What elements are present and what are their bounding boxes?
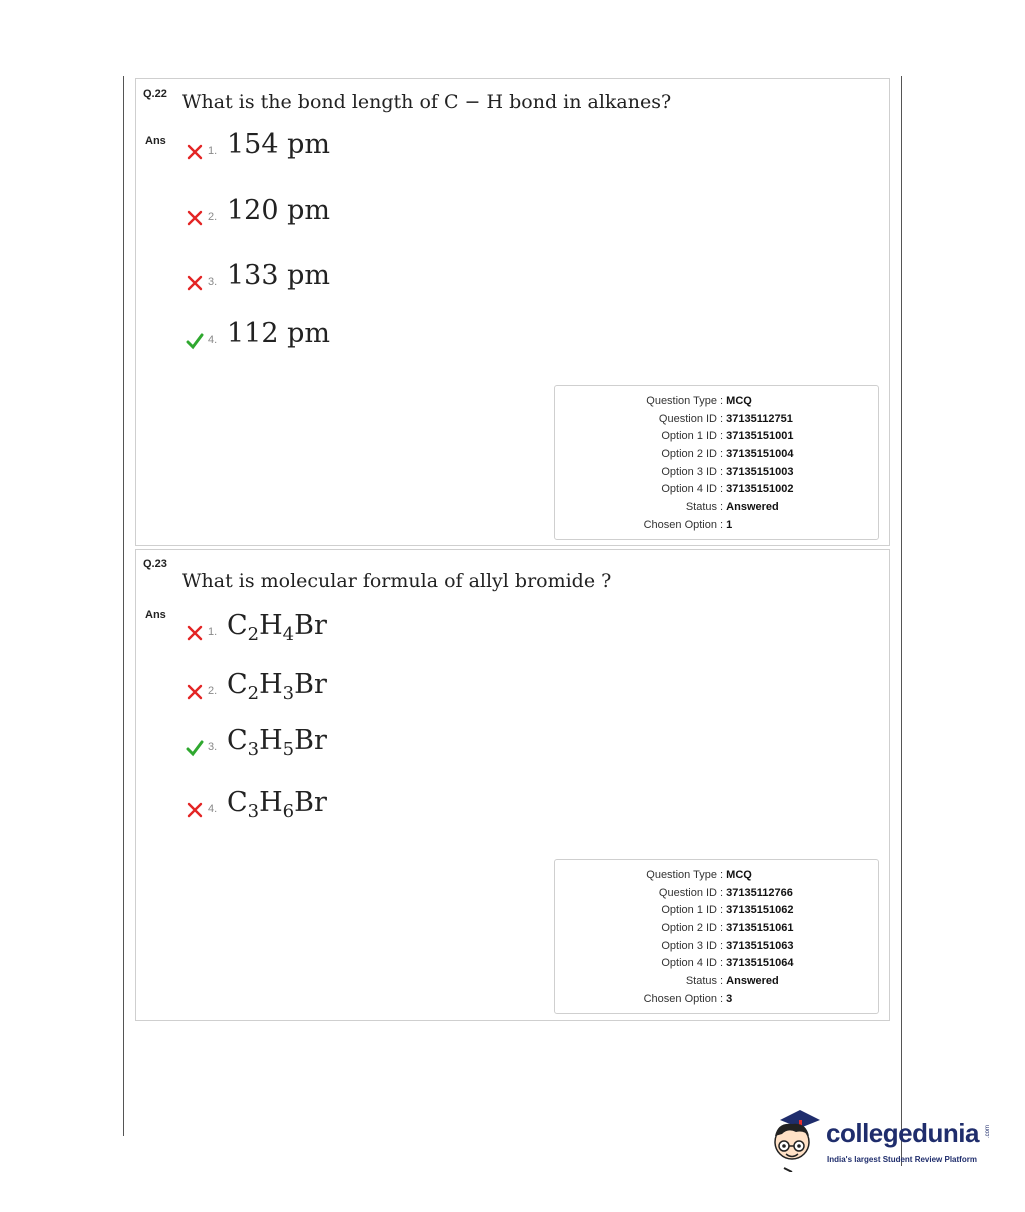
option-number: 2. xyxy=(208,685,218,697)
option-number: 4. xyxy=(208,334,218,346)
formula-subscript: 2 xyxy=(247,683,260,704)
info-value: Answered xyxy=(726,501,779,514)
formula-subscript: 6 xyxy=(282,801,295,822)
formula-subscript: 5 xyxy=(282,739,295,760)
info-row: Option 2 ID : 37135151061 xyxy=(555,920,878,938)
info-row: Option 4 ID : 37135151064 xyxy=(555,955,878,973)
info-row: Status : Answered xyxy=(555,499,878,517)
answer-label: Ans xyxy=(145,609,166,621)
info-value: MCQ xyxy=(726,869,752,881)
info-row: Question ID : 37135112766 xyxy=(555,885,878,903)
info-key: Chosen Option xyxy=(643,518,717,531)
info-key: Option 4 ID xyxy=(661,957,717,970)
cross-icon xyxy=(186,209,204,227)
info-key: Question Type xyxy=(646,869,717,881)
option-text xyxy=(227,669,327,704)
info-value: 37135151061 xyxy=(726,922,794,935)
info-row: Question Type : MCQ xyxy=(555,867,878,885)
formula-element: C xyxy=(227,610,248,641)
check-icon xyxy=(186,332,204,350)
info-value: 1 xyxy=(726,518,733,531)
question-text: What is molecular formula of allyl bromide ? xyxy=(182,570,612,592)
option-text xyxy=(227,787,327,822)
cross-icon xyxy=(186,624,204,642)
formula-element: H xyxy=(259,725,283,756)
brand-name: collegedunia xyxy=(826,1118,979,1148)
brand-tagline: India's largest Student Review Platform xyxy=(827,1155,977,1164)
info-value: 37135151001 xyxy=(726,430,794,443)
info-key: Option 1 ID xyxy=(661,430,717,443)
question-text: What is the bond length of C − H bond in alkanes? xyxy=(182,91,672,113)
info-value: 37135112766 xyxy=(726,886,793,899)
collegedunia-logo xyxy=(766,1106,996,1176)
info-value: 37135151064 xyxy=(726,957,794,970)
formula-element: Br xyxy=(294,669,327,700)
check-icon xyxy=(186,739,204,757)
left-border-line xyxy=(123,76,124,1136)
info-value: 37135151002 xyxy=(726,483,794,496)
option-number: 1. xyxy=(208,626,218,638)
info-row: Option 1 ID : 37135151001 xyxy=(555,428,878,446)
info-value: 37135151062 xyxy=(726,904,794,917)
info-row: Option 3 ID : 37135151063 xyxy=(555,938,878,956)
option-number: 3. xyxy=(208,276,218,288)
info-row: Question ID : 37135112751 xyxy=(555,411,878,429)
formula-element: H xyxy=(259,787,283,818)
question-panel xyxy=(135,78,890,546)
info-value: 37135151003 xyxy=(726,465,794,478)
right-border-line xyxy=(901,76,902,1166)
info-row: Chosen Option : 1 xyxy=(555,517,878,535)
question-info-box xyxy=(554,385,879,540)
formula-element: H xyxy=(259,669,283,700)
option-text xyxy=(227,725,327,760)
info-key: Option 4 ID xyxy=(661,483,717,496)
info-value: Answered xyxy=(726,975,779,988)
answer-label: Ans xyxy=(145,135,166,147)
question-info-box xyxy=(554,859,879,1014)
info-key: Question Type xyxy=(646,395,717,407)
formula-element: Br xyxy=(294,787,327,818)
brand-suffix: .com xyxy=(985,1125,991,1139)
info-row: Option 2 ID : 37135151004 xyxy=(555,446,878,464)
cross-icon xyxy=(186,274,204,292)
info-key: Question ID xyxy=(658,886,717,899)
formula-element: C xyxy=(227,669,248,700)
question-number: Q.23 xyxy=(143,558,167,570)
cross-icon xyxy=(186,683,204,701)
info-value: 37135151063 xyxy=(726,939,794,952)
formula-subscript: 2 xyxy=(247,624,260,645)
info-key: Status xyxy=(685,501,717,514)
formula-subscript: 4 xyxy=(282,624,295,645)
formula-element: C xyxy=(227,787,248,818)
option-text: 133 pm xyxy=(227,260,331,291)
option-text: 154 pm xyxy=(227,129,331,160)
cross-icon xyxy=(186,801,204,819)
info-key: Option 3 ID xyxy=(661,939,717,952)
info-key: Option 1 ID xyxy=(661,904,717,917)
info-key: Option 3 ID xyxy=(661,465,717,478)
info-key: Option 2 ID xyxy=(661,448,717,461)
info-row: Question Type : MCQ xyxy=(555,393,878,411)
option-text: 112 pm xyxy=(227,318,331,349)
formula-element: H xyxy=(259,610,283,641)
formula-subscript: 3 xyxy=(247,801,260,822)
formula-element: Br xyxy=(294,610,327,641)
option-number: 2. xyxy=(208,211,218,223)
option-number: 1. xyxy=(208,145,218,157)
formula-subscript: 3 xyxy=(247,739,260,760)
question-panel xyxy=(135,549,890,1021)
info-value: 37135151004 xyxy=(726,448,794,461)
mascot-icon xyxy=(766,1106,822,1172)
question-number: Q.22 xyxy=(143,88,167,100)
option-number: 4. xyxy=(208,803,218,815)
option-text: 120 pm xyxy=(227,195,331,226)
info-key: Question ID xyxy=(658,412,717,425)
info-key: Status xyxy=(685,975,717,988)
info-value: MCQ xyxy=(726,395,752,407)
info-key: Chosen Option xyxy=(643,992,717,1005)
info-row: Option 3 ID : 37135151003 xyxy=(555,464,878,482)
info-row: Option 4 ID : 37135151002 xyxy=(555,481,878,499)
info-key: Option 2 ID xyxy=(661,922,717,935)
cross-icon xyxy=(186,143,204,161)
info-row: Option 1 ID : 37135151062 xyxy=(555,902,878,920)
info-value: 37135112751 xyxy=(726,412,793,425)
option-text xyxy=(227,610,327,645)
formula-element: Br xyxy=(294,725,327,756)
formula-subscript: 3 xyxy=(282,683,295,704)
info-row: Chosen Option : 3 xyxy=(555,991,878,1009)
info-value: 3 xyxy=(726,992,733,1005)
option-number: 3. xyxy=(208,741,218,753)
info-row: Status : Answered xyxy=(555,973,878,991)
formula-element: C xyxy=(227,725,248,756)
